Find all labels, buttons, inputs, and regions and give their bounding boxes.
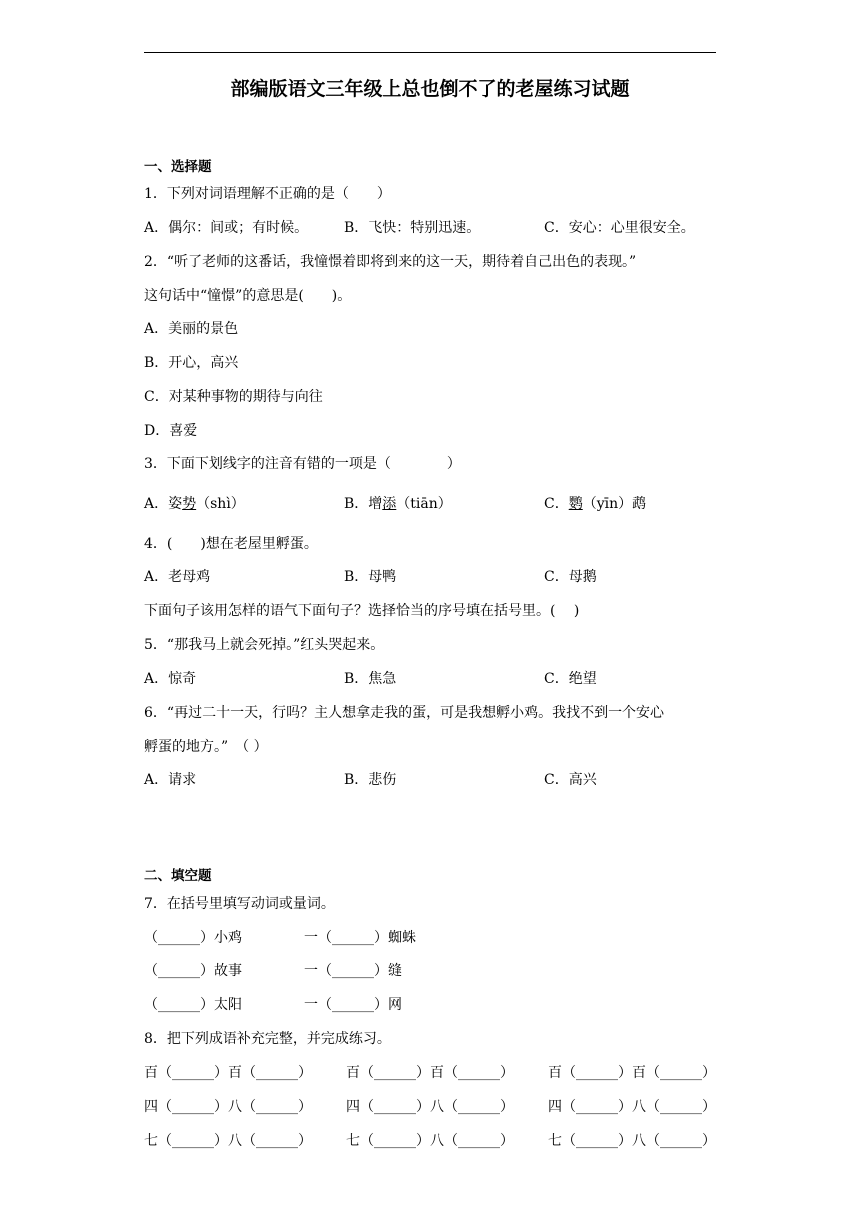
q7-blank-right[interactable]: 一（______）网 (304, 997, 402, 1013)
q6-option-b[interactable]: B．悲伤 (344, 772, 397, 788)
q1-option-c[interactable]: C．安心：心里很安全。 (544, 220, 695, 236)
q6-stem-line1: 6．“再过二十一天，行吗？主人想拿走我的蛋，可是我想孵小鸡。我找不到一个安心 (144, 705, 665, 721)
q6-option-c[interactable]: C．高兴 (544, 772, 597, 788)
q8-idiom-blank[interactable]: 百（______）百（______） (346, 1065, 514, 1081)
q3-a-pinyin: （shì） (196, 496, 245, 512)
q3-b-pinyin: （tiān） (396, 496, 452, 512)
q6-option-a[interactable]: A．请求 (144, 772, 197, 788)
q5-stem: 5．“那我马上就会死掉。”红头哭起来。 (144, 637, 385, 653)
q8-stem: 8．把下列成语补充完整，并完成练习。 (144, 1031, 391, 1047)
q8-idiom-blank[interactable]: 四（______）八（______） (144, 1099, 312, 1115)
q8-idiom-blank[interactable]: 七（______）八（______） (346, 1133, 514, 1149)
q3-a-underlined: 势 (182, 496, 197, 512)
q3-a-prefix: A．姿 (144, 496, 183, 512)
q2-option-b[interactable]: B．开心，高兴 (144, 355, 239, 371)
header-rule (144, 52, 716, 53)
q3-b-underlined: 添 (382, 496, 397, 512)
tone-intro: 下面句子该用怎样的语气下面句子？选择恰当的序号填在括号里。( ) (144, 603, 580, 619)
section-heading-choice: 一、选择题 (144, 159, 212, 175)
q2-option-a[interactable]: A．美丽的景色 (144, 321, 239, 337)
q4-stem: 4．( )想在老屋里孵蛋。 (144, 536, 318, 552)
q1-option-a[interactable]: A．偶尔：间或；有时候。 (144, 220, 309, 236)
q3-stem: 3．下面下划线字的注音有错的一项是（ ） (144, 456, 461, 472)
q1-option-b[interactable]: B．飞快：特别迅速。 (344, 220, 481, 236)
q2-stem-line1: 2．“听了老师的这番话，我憧憬着即将到来的这一天，期待着自己出色的表现。” (144, 254, 637, 270)
q2-stem-line2: 这句话中“憧憬”的意思是( )。 (144, 288, 352, 304)
q8-idiom-blank[interactable]: 四（______）八（______） (548, 1099, 716, 1115)
q8-idiom-blank[interactable]: 七（______）八（______） (548, 1133, 716, 1149)
q3-c-prefix: C． (544, 496, 569, 512)
q3-b-prefix: B．增 (344, 496, 383, 512)
q7-blank-right[interactable]: 一（______）缝 (304, 963, 402, 979)
q1-stem: 1．下列对词语理解不正确的是（ ） (144, 186, 391, 202)
q3-c-pinyin: （yīn）鹉 (582, 496, 647, 512)
q4-option-b[interactable]: B．母鸭 (344, 569, 397, 585)
q3-option-a[interactable] (144, 494, 245, 514)
q7-blank-left[interactable]: （______）太阳 (144, 997, 242, 1013)
q8-idiom-blank[interactable]: 百（______）百（______） (548, 1065, 716, 1081)
q2-option-d[interactable]: D．喜爱 (144, 423, 198, 439)
q5-option-b[interactable]: B．焦急 (344, 671, 397, 687)
q3-c-underlined: 鹦 (568, 496, 583, 512)
q7-stem: 7．在括号里填写动词或量词。 (144, 896, 335, 912)
q3-option-b[interactable] (344, 494, 452, 514)
q8-idiom-blank[interactable]: 七（______）八（______） (144, 1133, 312, 1149)
q8-idiom-blank[interactable]: 四（______）八（______） (346, 1099, 514, 1115)
q8-idiom-blank[interactable]: 百（______）百（______） (144, 1065, 312, 1081)
q4-option-a[interactable]: A．老母鸡 (144, 569, 211, 585)
q7-blank-left[interactable]: （______）小鸡 (144, 930, 242, 946)
q5-option-c[interactable]: C．绝望 (544, 671, 597, 687)
q5-option-a[interactable]: A．惊奇 (144, 671, 197, 687)
q6-stem-line2: 孵蛋的地方。” （ ） (144, 739, 268, 755)
q7-blank-left[interactable]: （______）故事 (144, 963, 242, 979)
q4-option-c[interactable]: C．母鹅 (544, 569, 597, 585)
q7-blank-right[interactable]: 一（______）蜘蛛 (304, 930, 416, 946)
section-heading-fill: 二、填空题 (144, 868, 212, 884)
q2-option-c[interactable]: C．对某种事物的期待与向往 (144, 389, 323, 405)
page-title: 部编版语文三年级上总也倒不了的老屋练习试题 (230, 78, 630, 100)
q3-option-c[interactable] (544, 494, 646, 514)
